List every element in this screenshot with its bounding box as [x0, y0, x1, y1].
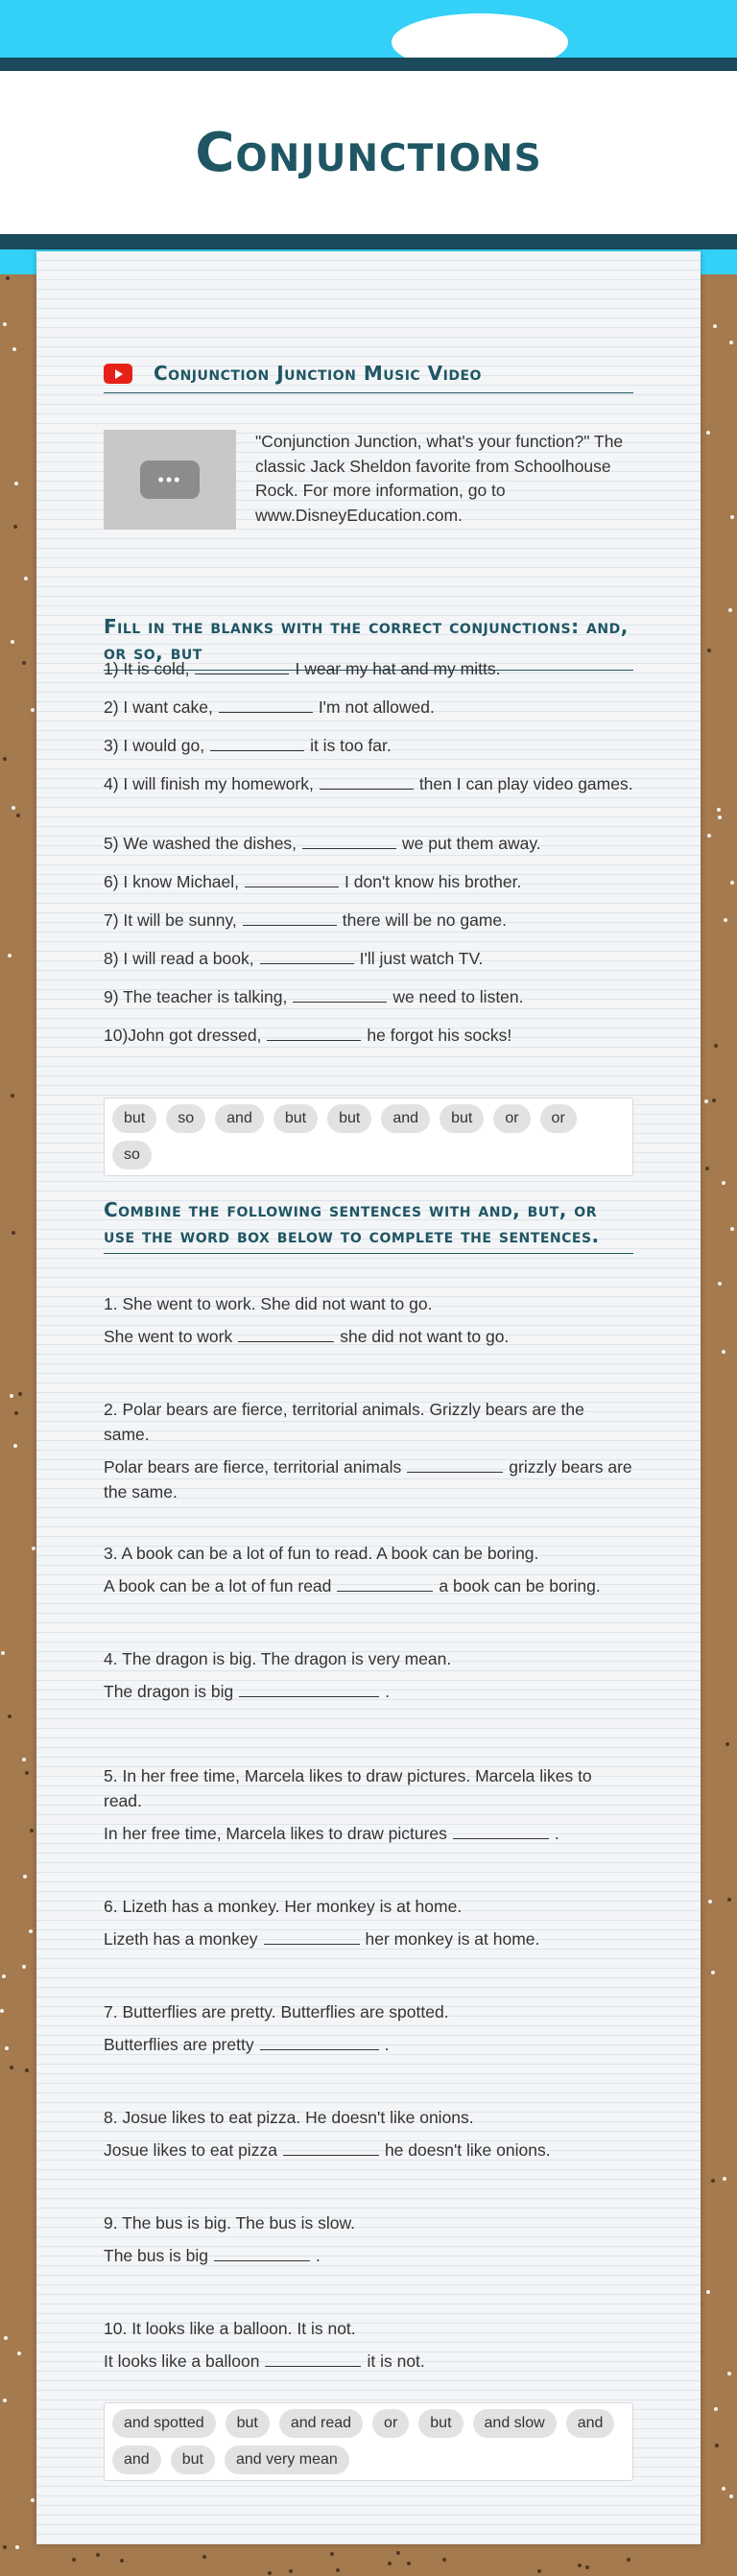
answer-blank[interactable] — [195, 657, 289, 674]
word-chip[interactable]: but — [171, 2446, 215, 2474]
cork-dot — [396, 2551, 400, 2555]
combine-item — [104, 1763, 633, 1846]
cork-dot — [31, 2498, 35, 2502]
cork-dot — [10, 1394, 13, 1398]
combine-sentence-after: he doesn't like onions. — [384, 2140, 551, 2160]
cork-dot — [730, 515, 734, 519]
cork-dot — [713, 324, 717, 328]
cork-dot — [12, 347, 16, 351]
worksheet-paper — [36, 251, 701, 2544]
cork-dot — [2, 1974, 6, 1978]
combine-sentence-after: . — [554, 1824, 559, 1843]
combine-sentence-after: a book can be boring. — [439, 1576, 601, 1595]
combine-sentence-before: She went to work — [104, 1327, 233, 1346]
cork-dot — [330, 2552, 334, 2556]
fill-question — [104, 831, 633, 856]
fill-question-after: there will be no game. — [342, 910, 507, 930]
cork-dot — [23, 1875, 27, 1879]
combine-sentence — [104, 2349, 633, 2374]
cork-dot — [202, 2555, 206, 2559]
combine-prompt: 7. Butterflies are pretty. Butterflies are spotted. — [104, 2002, 449, 2021]
combine-sentence — [104, 2032, 633, 2057]
cork-dot — [714, 1044, 718, 1048]
word-chip[interactable]: or — [372, 2409, 409, 2438]
combine-sentence-after: . — [385, 1682, 391, 1701]
youtube-icon — [104, 364, 132, 384]
cork-dot — [10, 2066, 13, 2069]
combine-sentence-before: The dragon is big — [104, 1682, 234, 1701]
cork-dot — [1, 1651, 5, 1655]
cork-dot — [725, 1742, 729, 1746]
word-chip[interactable]: or — [493, 1104, 530, 1133]
fill-word-bank — [104, 1098, 633, 1176]
combine-section-title: Combine the following sentences with and, but, or use the word box below to complete the sentences. — [104, 1198, 600, 1247]
title-banner — [0, 71, 737, 234]
cork-dot — [31, 708, 35, 712]
fill-question-before: 5) We washed the dishes, — [104, 834, 297, 853]
word-chip[interactable]: and — [215, 1104, 264, 1133]
word-chip[interactable]: and spotted — [112, 2409, 216, 2438]
fill-question — [104, 946, 633, 971]
combine-sentence-before: A book can be a lot of fun read — [104, 1576, 332, 1595]
combine-item — [104, 2210, 633, 2268]
combine-sentence — [104, 1821, 633, 1846]
cork-dot — [730, 1227, 734, 1231]
cork-dot — [706, 2290, 710, 2294]
combine-prompt: 3. A book can be a lot of fun to read. A book can be boring. — [104, 1544, 539, 1563]
cork-dot — [12, 806, 15, 810]
combine-prompt: 10. It looks like a balloon. It is not. — [104, 2319, 356, 2338]
cork-dot — [537, 2569, 541, 2573]
combine-sentence-before: In her free time, Marcela likes to draw pictures — [104, 1824, 447, 1843]
cork-dot — [22, 661, 26, 665]
word-chip[interactable]: and slow — [473, 2409, 557, 2438]
cork-dot — [714, 2407, 718, 2411]
cork-dot — [12, 1231, 15, 1235]
video-title[interactable]: Conjunction Junction Music Video — [154, 362, 482, 385]
word-chip[interactable]: and very mean — [225, 2446, 349, 2474]
cork-dot — [22, 1758, 26, 1761]
fill-question-before: 1) It is cold, — [104, 659, 190, 678]
cork-dot — [730, 881, 734, 885]
cork-dot — [25, 1771, 29, 1775]
word-chip[interactable]: but — [112, 1104, 156, 1133]
fill-question-after: we put them away. — [402, 834, 541, 853]
combine-sentence-before: The bus is big — [104, 2246, 208, 2265]
fill-question — [104, 908, 633, 933]
cork-dot — [6, 276, 10, 280]
cork-dot — [718, 1282, 722, 1286]
fill-question — [104, 695, 633, 720]
video-section-header — [104, 355, 633, 393]
fill-question-after: I'll just watch TV. — [359, 949, 484, 968]
word-chip[interactable]: and — [381, 1104, 430, 1133]
cork-dot — [722, 1181, 725, 1185]
cork-dot — [705, 1167, 709, 1170]
combine-word-bank — [104, 2402, 633, 2481]
combine-sentence — [104, 2243, 633, 2268]
cork-dot — [3, 322, 7, 326]
combine-item — [104, 1541, 633, 1598]
word-chip[interactable]: but — [226, 2409, 270, 2438]
cork-dot — [723, 2177, 726, 2181]
answer-blank[interactable] — [219, 696, 313, 713]
sky-header — [0, 0, 737, 58]
fill-question-before: 9) The teacher is talking, — [104, 987, 288, 1006]
answer-blank[interactable] — [283, 2139, 379, 2156]
combine-sentence-after: it is not. — [367, 2351, 425, 2371]
fill-question-before: 7) It will be sunny, — [104, 910, 237, 930]
combine-sentence — [104, 1926, 633, 1951]
cork-dot — [16, 814, 20, 817]
answer-blank[interactable] — [264, 1927, 360, 1945]
combine-prompt: 4. The dragon is big. The dragon is very mean. — [104, 1649, 452, 1668]
combine-prompt: 9. The bus is big. The bus is slow. — [104, 2213, 355, 2233]
fill-question-after: I wear my hat and my mitts. — [295, 659, 501, 678]
cork-dot — [14, 1411, 18, 1415]
combine-sentence-before: Butterflies are pretty — [104, 2035, 254, 2054]
answer-blank[interactable] — [302, 832, 396, 849]
cork-dot — [24, 577, 28, 580]
cork-dot — [388, 2562, 392, 2565]
cork-dot — [715, 2444, 719, 2447]
cork-dot — [120, 2559, 124, 2563]
cork-dot — [17, 2351, 21, 2355]
word-chip[interactable]: so — [166, 1104, 205, 1133]
word-chip[interactable]: and — [112, 2446, 161, 2474]
combine-item — [104, 2316, 633, 2374]
cork-dot — [727, 1898, 731, 1902]
cork-dot — [22, 1965, 26, 1969]
cork-dot — [729, 2494, 733, 2498]
fill-question-after: it is too far. — [310, 736, 392, 755]
cork-dot — [336, 2568, 340, 2572]
cork-dot — [18, 1392, 22, 1396]
combine-sentence-after: she did not want to go. — [340, 1327, 510, 1346]
combine-sentence-before: Josue likes to eat pizza — [104, 2140, 277, 2160]
combine-sentence-after: her monkey is at home. — [365, 1929, 540, 1949]
banner-border-bottom — [0, 234, 737, 249]
word-chip[interactable]: but — [418, 2409, 463, 2438]
combine-sentence-before: It looks like a balloon — [104, 2351, 260, 2371]
cork-dot — [32, 1547, 36, 1550]
cork-dot — [722, 1350, 725, 1354]
video-thumbnail[interactable] — [104, 430, 236, 530]
combine-sentence — [104, 1679, 633, 1704]
combine-item — [104, 1291, 633, 1349]
combine-sentence — [104, 2138, 633, 2162]
combine-prompt: 5. In her free time, Marcela likes to draw pictures. Marcela likes to read. — [104, 1766, 592, 1810]
cork-dot — [14, 482, 18, 485]
page-title: Conjunctions — [195, 121, 542, 184]
cork-dot — [30, 1829, 34, 1832]
fill-question — [104, 1023, 633, 1048]
answer-blank[interactable] — [265, 2350, 361, 2367]
cork-dot — [96, 2553, 100, 2557]
fill-question-before: 3) I would go, — [104, 736, 205, 755]
combine-sentence — [104, 1573, 633, 1598]
cork-dot — [722, 2487, 725, 2491]
combine-item — [104, 2105, 633, 2162]
answer-blank[interactable] — [337, 1574, 433, 1592]
cork-dot — [724, 918, 727, 922]
fill-question — [104, 869, 633, 894]
cork-dot — [727, 2372, 731, 2375]
cork-dot — [0, 2009, 4, 2013]
cork-dot — [711, 2179, 715, 2183]
answer-blank[interactable] — [238, 1325, 334, 1342]
answer-blank[interactable] — [260, 947, 354, 964]
word-chip[interactable]: but — [273, 1104, 318, 1133]
word-chip[interactable]: or — [540, 1104, 577, 1133]
cork-dot — [708, 1900, 712, 1903]
combine-item — [104, 1646, 633, 1704]
fill-question — [104, 656, 633, 681]
word-chip[interactable]: so — [112, 1141, 152, 1170]
fill-question-after: then I can play video games. — [418, 774, 633, 793]
answer-blank[interactable] — [214, 2244, 310, 2261]
cork-dot — [11, 640, 14, 644]
ellipsis-icon[interactable]: ••• — [140, 461, 200, 499]
video-description: "Conjunction Junction, what's your function?" The classic Jack Sheldon favorite from Schoolhouse Rock. For more information, go to www.DisneyEducation.com. — [255, 432, 624, 525]
word-chip[interactable]: and — [566, 2409, 615, 2438]
cork-dot — [13, 1444, 17, 1448]
cork-dot — [442, 2558, 446, 2562]
fill-question-before: 10)John got dressed, — [104, 1026, 262, 1045]
cork-dot — [728, 608, 732, 612]
fill-section-title: Fill in the blanks with the correct conjunctions: and, or so, but — [104, 615, 629, 664]
cork-dot — [718, 815, 722, 819]
cork-dot — [72, 2558, 76, 2562]
cloud-decoration — [392, 13, 568, 58]
fill-question — [104, 771, 633, 796]
combine-sentence-before: Polar bears are fierce, territorial animals — [104, 1457, 402, 1477]
fill-question-before: 8) I will read a book, — [104, 949, 254, 968]
combine-prompt: 6. Lizeth has a monkey. Her monkey is at home. — [104, 1897, 463, 1916]
answer-blank[interactable] — [239, 1680, 379, 1697]
answer-blank[interactable] — [320, 772, 414, 790]
answer-blank[interactable] — [293, 985, 387, 1003]
combine-sentence-before: Lizeth has a monkey — [104, 1929, 258, 1949]
cork-dot — [407, 2562, 411, 2565]
combine-sentence — [104, 1454, 633, 1504]
combine-sentence-after: . — [384, 2035, 390, 2054]
combine-sentence-after: . — [315, 2246, 321, 2265]
fill-question-after: he forgot his socks! — [367, 1026, 512, 1045]
fill-question-after: I'm not allowed. — [318, 697, 435, 717]
cork-dot — [578, 2564, 582, 2567]
answer-blank[interactable] — [210, 734, 304, 751]
combine-item — [104, 1397, 633, 1504]
cork-dot — [3, 2399, 7, 2402]
word-chip[interactable]: and read — [279, 2409, 363, 2438]
cork-dot — [707, 834, 711, 838]
answer-blank[interactable] — [267, 1024, 361, 1041]
fill-question-after: we need to listen. — [392, 987, 524, 1006]
cork-dot — [5, 2046, 9, 2050]
combine-sentence-after: grizzly bears are the same. — [104, 1457, 632, 1501]
cork-dot — [8, 954, 12, 957]
combine-item — [104, 1999, 633, 2057]
answer-blank[interactable] — [407, 1455, 503, 1473]
word-chip[interactable]: but — [327, 1104, 371, 1133]
combine-prompt: 1. She went to work. She did not want to go. — [104, 1294, 433, 1313]
cork-dot — [13, 525, 17, 529]
cork-dot — [712, 1099, 716, 1102]
cork-dot — [729, 341, 733, 344]
word-chip[interactable]: but — [440, 1104, 484, 1133]
combine-sentence — [104, 1324, 633, 1349]
cork-dot — [707, 649, 711, 652]
combine-prompt: 2. Polar bears are fierce, territorial animals. Grizzly bears are the same. — [104, 1400, 584, 1444]
cork-dot — [704, 1099, 708, 1103]
cork-dot — [4, 2336, 8, 2340]
fill-question-after: I don't know his brother. — [345, 872, 522, 891]
video-embed — [104, 430, 633, 530]
cork-dot — [706, 431, 710, 435]
fill-question-before: 2) I want cake, — [104, 697, 213, 717]
cork-dot — [627, 2558, 630, 2562]
combine-section-header — [104, 1197, 633, 1254]
combine-item — [104, 1894, 633, 1951]
cork-dot — [15, 2545, 19, 2549]
cork-dot — [268, 2571, 272, 2575]
cork-dot — [25, 2068, 29, 2072]
cork-dot — [711, 1971, 715, 1974]
fill-question — [104, 733, 633, 758]
combine-prompt: 8. Josue likes to eat pizza. He doesn't like onions. — [104, 2108, 474, 2127]
banner-border-top — [0, 58, 737, 71]
fill-question-before: 4) I will finish my homework, — [104, 774, 314, 793]
cork-dot — [8, 1714, 12, 1718]
answer-blank[interactable] — [243, 909, 337, 926]
cork-dot — [3, 2545, 7, 2549]
answer-blank[interactable] — [260, 2033, 379, 2050]
answer-blank[interactable] — [245, 870, 339, 887]
cork-dot — [717, 808, 721, 812]
cork-dot — [585, 2565, 589, 2569]
cork-dot — [289, 2569, 293, 2573]
cork-dot — [29, 1929, 33, 1933]
fill-question-before: 6) I know Michael, — [104, 872, 240, 891]
answer-blank[interactable] — [453, 1822, 549, 1839]
cork-dot — [11, 1094, 14, 1098]
fill-question — [104, 984, 633, 1009]
cork-dot — [3, 757, 7, 761]
